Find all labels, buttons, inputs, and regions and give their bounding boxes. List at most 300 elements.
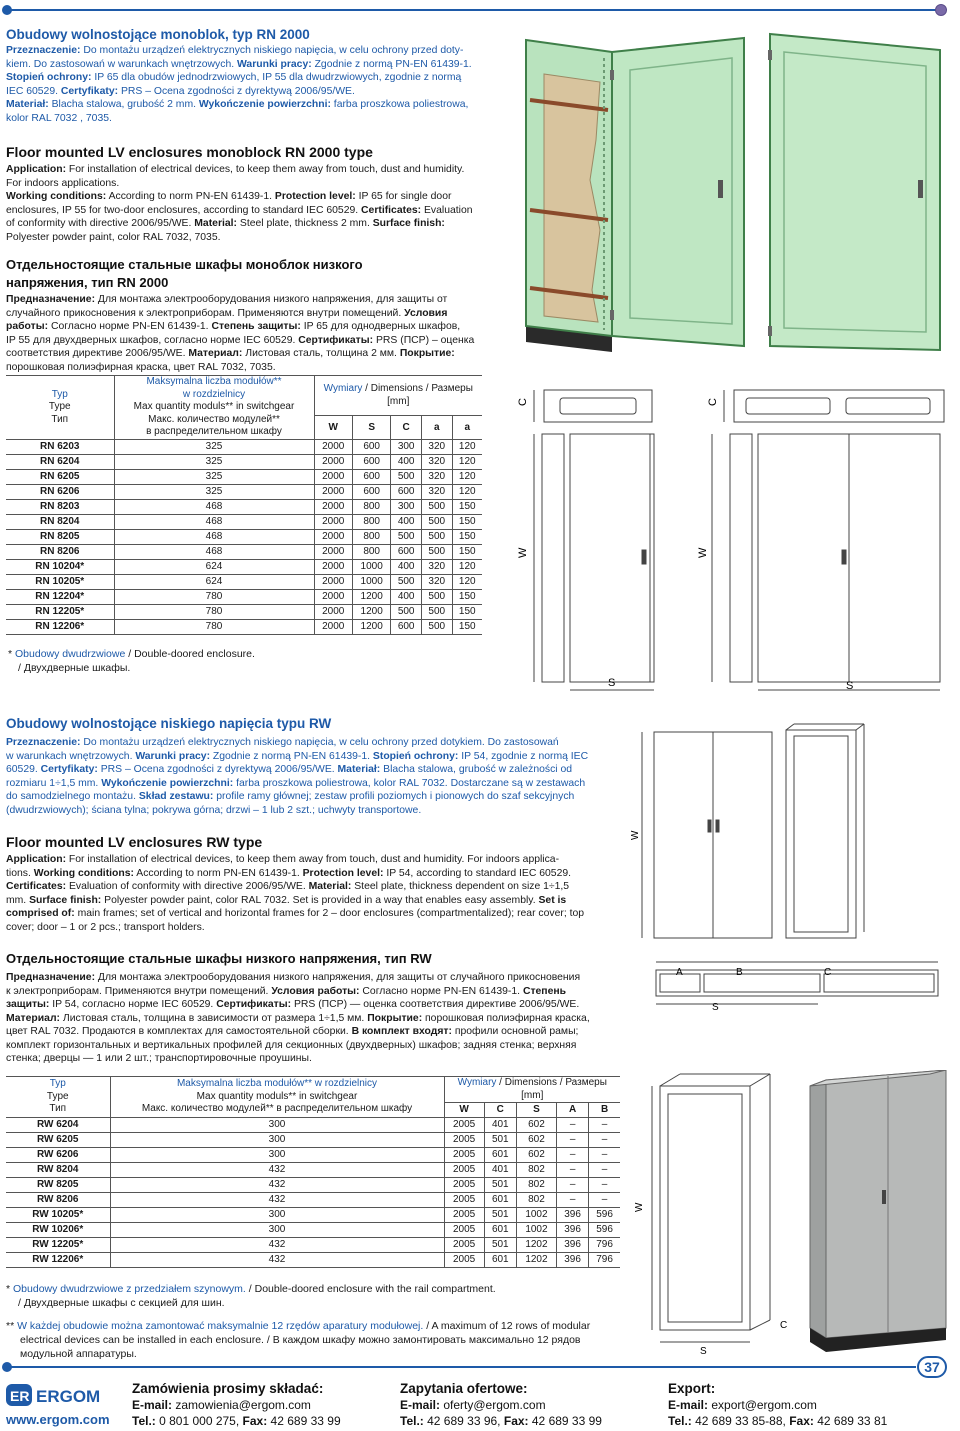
table-cell: 2000 [314,454,352,469]
table-cell: 600 [391,544,422,559]
rn-en-text: IP 65 for single door [355,191,452,203]
table-cell-code: RN 6203 [6,439,114,454]
rw-pl-text: rozmiaru 1÷1,5 mm. [6,777,102,789]
table-cell: 1000 [352,559,390,574]
rn-note-pl: Obudowy dwudrzwiowe [15,648,126,660]
table-cell: 320 [421,469,452,484]
table-row [6,1223,620,1238]
table-row [6,1208,620,1223]
table-cell: 800 [352,529,390,544]
table-row [6,514,482,529]
table-cell-code: RN 8205 [6,529,114,544]
table-cell: 2005 [444,1163,484,1178]
table-cell: 396 [557,1208,589,1223]
rw-col-b: B [589,1103,620,1118]
table-cell-code: RN 10205* [6,574,114,589]
rw-pl-text: Zgodnie z normą PN-EN 61439-1. [210,750,373,762]
rn-desc-pl [6,44,481,125]
rw-pl-text: 60529. [6,764,41,776]
table-row [6,454,482,469]
table-cell: 468 [114,544,314,559]
rw-note2-pl: W każdej obudowie można zamontować maksymalnie 12 rzędów aparatury modułowej. [17,1320,424,1332]
rw-en-label: comprised of: [6,908,75,920]
table-row [6,484,482,499]
rn-header-modules [114,376,314,440]
rn-dimension-drawing [512,382,958,700]
table-cell: 150 [452,544,482,559]
table-cell: 300 [391,439,422,454]
table-cell: 300 [391,499,422,514]
rn-desc-ru [6,293,481,374]
table-cell: 596 [589,1223,620,1238]
rw-table-body [6,1118,620,1268]
table-cell: 325 [114,484,314,499]
footer-offers [400,1380,602,1429]
rn-ru-label: Покрытие: [399,348,455,360]
rw-en-label: Certificates: [6,881,67,893]
table-cell-code: RN 12204* [6,589,114,604]
rw-en-text: mm. [6,894,30,906]
table-cell: 468 [114,529,314,544]
rw-ru-text: Листовая сталь, толщина в зависимости от размера 1÷1,5 мм. [60,1012,368,1024]
orders-tel: 0 801 000 275, [155,1413,243,1428]
table-cell: 400 [391,514,422,529]
table-cell: 150 [452,589,482,604]
rw-note1-ru: / Двухдверные шкафы с секцией для шин. [18,1296,225,1309]
table-cell: 624 [114,559,314,574]
table-cell: 320 [421,559,452,574]
rw-pl-text: (dwudrzwiowych); ściana tylna; pokrywa górna; drzwi – 1 lub 2 szt.; uchwyty transportowe. [6,804,422,816]
rw-header-type-en: Type [46,1090,69,1102]
rw-3d-label-s: S [700,1346,707,1356]
footer-orders [132,1380,341,1429]
rn-dim-label-s: S [608,677,616,689]
rn-col-w: W [314,416,352,439]
rn-en-label: Material: [194,218,237,230]
rw-note1-star: * [6,1283,11,1295]
rn-pl-label-protection: Stopień ochrony: [6,72,92,84]
table-cell: 150 [452,619,482,634]
table-cell: – [557,1178,589,1193]
orders-tel-label: Tel.: [132,1413,156,1428]
rn-note-en: / Double-doored enclosure. [125,648,255,660]
rn-dim-label-w: W [517,547,529,558]
offers-tel: 42 689 33 96, [423,1413,504,1428]
rn-en-text: For indoors applications. [6,177,120,189]
rn-table-body [6,439,482,634]
table-cell: 120 [452,454,482,469]
rn-header-dimensions [314,376,482,416]
rn-header-type [6,376,114,440]
rw-dim-label-b: B [736,967,743,978]
rn-header-modules-ru: Макс. количество модулей** [148,413,280,425]
table-cell: 120 [452,469,482,484]
table-cell: 320 [421,484,452,499]
rn-pl-text: Zgodnie z normą PN-EN 61439-1. [311,58,472,70]
rw-title-pl: Obudowy wolnostojące niskiego napięcia typu RW [6,716,332,731]
rn-pl-text: PRS – Ocena zgodności z dyrektywą 2006/95/WE. [118,85,355,97]
rw-desc-ru [6,971,624,1066]
rw-en-text: According to norm PN-EN 61439-1. [133,867,303,879]
table-cell: – [557,1163,589,1178]
rn-enclosure-illustration [522,30,954,355]
rn-pl-label-purpose: Przeznaczenie: [6,45,81,56]
rw-header-type-pl: Typ [49,1078,66,1090]
table-cell: 320 [421,454,452,469]
table-cell: 2005 [444,1253,484,1268]
table-cell: 602 [516,1148,556,1163]
rw-title-en: Floor mounted LV enclosures RW type [6,834,263,850]
rw-table-header [6,1077,620,1103]
table-cell: 400 [391,559,422,574]
rw-dim-label-a: A [676,967,683,978]
table-cell: 320 [421,574,452,589]
bottom-rule-dot [2,1362,12,1372]
table-cell: 401 [484,1118,516,1133]
offers-fax: 42 689 33 99 [528,1413,602,1428]
table-cell: 596 [589,1208,620,1223]
offers-email[interactable]: oferty@ergom.com [440,1397,546,1412]
rw-header-type [6,1077,110,1118]
table-cell: 150 [452,529,482,544]
table-row [6,604,482,619]
rw-pl-label: Przeznaczenie: [6,737,81,748]
page-number: 37 [917,1356,947,1378]
table-cell: 432 [110,1238,444,1253]
table-cell-code: RN 6206 [6,484,114,499]
table-cell-code: RN 8206 [6,544,114,559]
rn-ru-text: порошковая полиэфирная краска, цвет RAL 7032, 7035. [6,361,276,373]
table-cell: 2005 [444,1238,484,1253]
rw-ru-text: IP 54, согласно норме IEC 60529. [49,999,217,1011]
table-cell: 432 [110,1193,444,1208]
table-cell: 396 [557,1223,589,1238]
table-cell: 500 [421,514,452,529]
table-cell-code: RW 12205* [6,1238,110,1253]
top-rule-dot-left [2,5,12,15]
export-email[interactable]: export@ergom.com [708,1397,817,1412]
table-cell: 2000 [314,529,352,544]
table-cell: 120 [452,484,482,499]
table-cell: 468 [114,514,314,529]
table-cell: 501 [484,1238,516,1253]
rw-ru-label: Предназначение: [6,972,96,983]
rn-ru-label: Материал: [188,348,243,360]
table-cell: 800 [352,499,390,514]
rw-header-dim-en-ru: / Dimensions / Размеры [496,1077,607,1088]
table-cell: 2000 [314,514,352,529]
table-cell-code: RN 8204 [6,514,114,529]
rw-pl-label: Warunki pracy: [135,750,211,762]
table-cell: 2000 [314,439,352,454]
table-cell: 501 [484,1133,516,1148]
table-cell: 600 [352,454,390,469]
rn-ru-text: Для монтажа электрооборудования низкого напряжения, для защиты от [95,294,448,305]
table-row [6,1253,620,1268]
rw-note-1 [6,1283,626,1311]
table-cell: – [589,1118,620,1133]
table-cell-code: RW 8206 [6,1193,110,1208]
rw-pl-text: IP 54, zgodnie z normą IEC [458,750,589,762]
table-cell-code: RW 6206 [6,1148,110,1163]
rw-desc-en [6,853,624,934]
rn-en-text: Evaluation [421,204,473,216]
offers-tel-label: Tel.: [400,1413,424,1428]
rn-desc-en [6,163,481,244]
rw-ru-text: стенка; дверцы — 1 или 2 шт.; транспортировочные проушины. [6,1053,312,1065]
rn-ru-text: PRS (ПСР) – оценка [373,334,475,346]
rw-dim-label-c: C [824,967,832,978]
table-row [6,1148,620,1163]
top-rule [6,9,940,11]
rn-header-type-en: Type [48,401,71,412]
table-cell: 601 [484,1193,516,1208]
table-cell: 601 [484,1148,516,1163]
table-cell: 624 [114,574,314,589]
rw-note1-pl: Obudowy dwudrzwiowe z przedziałem szynowym. [13,1283,246,1295]
table-row [6,499,482,514]
orders-fax: 42 689 33 99 [267,1413,341,1428]
table-cell: 600 [352,469,390,484]
rn-header-modules-pl2: w rozdzielnicy [182,388,246,400]
rw-header-dim-pl: Wymiary [457,1077,497,1088]
rw-en-label: Surface finish: [29,894,102,906]
rn-header-dim-en-ru: / Dimensions / Размеры [362,383,473,395]
rw-note-2 [6,1320,626,1362]
rn-pl-label-conditions: Warunki pracy: [237,58,312,70]
table-cell: 2005 [444,1223,484,1238]
table-cell: 120 [452,439,482,454]
rw-en-text: For installation of electrical devices, to keep them away from touch, dust and humidity. For indoors applica- [66,854,560,865]
rw-dim-label-w: W [630,830,641,840]
table-cell-code: RW 6204 [6,1118,110,1133]
table-cell: 432 [110,1163,444,1178]
rw-col-c: C [484,1103,516,1118]
table-row [6,529,482,544]
rw-ru-text: профили основной рамы; [451,1026,579,1038]
table-cell: – [557,1193,589,1208]
table-cell: 500 [421,589,452,604]
table-cell: 400 [391,454,422,469]
rn-header-type-ru: Тип [51,413,69,425]
rn-dim-label-c: C [517,398,529,406]
table-cell: – [557,1118,589,1133]
orders-fax-label: Fax: [242,1413,268,1428]
table-cell: 300 [110,1148,444,1163]
table-row [6,619,482,634]
table-cell: 300 [110,1133,444,1148]
table-cell: 432 [110,1178,444,1193]
table-cell: 2005 [444,1193,484,1208]
rw-en-label: Set is [538,894,567,906]
rn-header-modules-pl: Maksymalna liczba modułów** [146,376,282,387]
export-tel: 42 689 33 85-88, [691,1413,790,1428]
table-cell: 1202 [516,1238,556,1253]
rw-col-a: A [557,1103,589,1118]
table-row [6,1238,620,1253]
rw-note2-en: / A maximum of 12 rows of modular [423,1320,591,1332]
table-cell: 150 [452,514,482,529]
rn-ru-text: Согласно норме PN-EN 61439-1. [48,321,212,333]
table-cell: 600 [391,619,422,634]
export-email-label: E-mail: [668,1397,709,1412]
table-cell: 501 [484,1178,516,1193]
rw-pl-text: Do montażu urządzeń elektrycznych niskiego napięcia, w celu ochrony przed dotykiem. Do zastosowań [80,737,559,748]
rn-note [8,648,255,676]
rn-title-en: Floor mounted LV enclosures monoblock RN 2000 type [6,144,373,160]
rw-3d-label-w: W [634,1202,645,1212]
rn-ru-text: IP 55 для двухдверных шкафов, согласно норме IEC 60529. [6,334,299,346]
table-cell: 120 [452,559,482,574]
website-link[interactable]: www.ergom.com [6,1412,110,1427]
table-cell: 2000 [314,604,352,619]
rn-en-text: According to norm PN-EN 61439-1. [106,191,275,203]
rn-header-modules-en: Max quantity moduls** in switchgear [133,401,295,412]
offers-title: Zapytania ofertowe: [400,1381,528,1396]
table-cell: – [589,1163,620,1178]
rn-pl-label-cert: Certyfikaty: [60,85,119,97]
table-row [6,574,482,589]
rn-spec-table [6,375,482,635]
table-cell: 601 [484,1253,516,1268]
rw-ru-text: комплект горизонтальных и вертикальных профилей для секционных (двухдверных) шкафов; задняя стенка; верхняя [6,1039,577,1051]
table-cell: 800 [352,544,390,559]
table-cell: 800 [352,514,390,529]
rw-pl-label: Stopień ochrony: [372,750,459,762]
rn-title-ru-line: Отдельностоящие стальные шкафы моноблок низкого [6,257,363,272]
rn-note-star: * [8,648,13,660]
rw-enclosure-illustration [630,1070,958,1356]
table-cell: 1200 [352,589,390,604]
svg-text:ER: ER [10,1388,30,1404]
rw-desc-pl [6,736,624,817]
table-cell-code: RN 6204 [6,454,114,469]
top-rule-dot-right [935,4,947,16]
rw-ru-text: порошковая полиэфирная краска, [422,1012,590,1024]
rn-en-text: Steel plate, thickness 2 mm. [237,218,373,230]
rw-ru-text: Для монтажа электрооборудования низкого напряжения, для защиты от случайного прикосновения [95,972,581,983]
table-row [6,589,482,604]
table-row [6,1178,620,1193]
table-cell: 500 [391,529,422,544]
table-cell: 1002 [516,1208,556,1223]
logo-text: ERGOM [36,1387,101,1406]
table-cell: 396 [557,1253,589,1268]
table-row [6,469,482,484]
table-cell: 1000 [352,574,390,589]
table-cell: 501 [484,1208,516,1223]
table-cell: 325 [114,439,314,454]
orders-email[interactable]: zamowienia@ergom.com [172,1397,311,1412]
table-cell: 320 [421,439,452,454]
table-cell-code: RN 6205 [6,469,114,484]
table-cell: – [589,1133,620,1148]
rw-en-text: main frames; set of vertical and horizontal frames for 2 – door enclosures (compartmentalized); rear cover; top [74,908,585,920]
rw-ru-label: защиты: [6,999,50,1011]
rn-table-header [6,376,482,416]
table-cell: 796 [589,1253,620,1268]
rn-title-ru-line: напряжения, тип RN 2000 [6,274,169,290]
table-cell: 1002 [516,1223,556,1238]
table-cell-code: RN 12206* [6,619,114,634]
rn-ru-label: работы: [6,321,49,333]
rn-col-a2: a [452,416,482,439]
rn-ru-label: Степень защиты: [211,321,301,333]
rw-spec-table [6,1076,620,1268]
table-row [6,1193,620,1208]
rn-dim-label-s2: S [846,680,854,692]
rn-dim-label-c2: C [707,398,719,406]
rn-en-label: Certificates: [361,204,422,216]
table-cell: 1200 [352,619,390,634]
rw-pl-label: Skład zestawu: [138,791,214,803]
table-cell: 325 [114,454,314,469]
table-cell: 325 [114,469,314,484]
table-cell-code: RN 8203 [6,499,114,514]
table-row [6,1163,620,1178]
rn-header-modules-ru2: в распределительном шкафу [146,426,282,437]
rw-header-modules [110,1077,444,1118]
rn-en-label: Application: [6,164,67,175]
table-cell: – [589,1148,620,1163]
rw-en-text: tions. [6,867,34,879]
table-cell-code: RW 10206* [6,1223,110,1238]
table-cell: – [589,1193,620,1208]
rn-pl-label-material: Materiał: [6,99,49,111]
rn-en-text: For installation of electrical devices, to keep them away from touch, dust and humidity. [66,164,465,175]
rw-note2-star: ** [6,1320,15,1332]
rn-en-label: Working conditions: [6,191,107,203]
rw-ru-label: Покрытие: [367,1012,423,1024]
table-row [6,439,482,454]
table-cell: 500 [421,499,452,514]
table-cell: 2000 [314,589,352,604]
orders-title: Zamówienia prosimy składać: [132,1381,324,1396]
table-cell: 300 [110,1118,444,1133]
rn-ru-label: Условия [404,307,448,319]
table-cell: 602 [516,1118,556,1133]
table-cell: 2005 [444,1208,484,1223]
offers-email-label: E-mail: [400,1397,441,1412]
rw-en-text: Steel plate, thickness dependent on size 1÷1,5 [351,881,570,893]
rn-note-ru: / Двухдверные шкафы. [18,661,131,674]
rw-header-dim-unit: [mm] [521,1089,544,1101]
rw-ru-label: Условия работы: [271,985,360,997]
table-cell: 2000 [314,469,352,484]
table-row [6,1133,620,1148]
rw-note1-en: / Double-doored enclosure with the rail compartment. [245,1283,496,1295]
rw-3d-label-c: C [780,1320,788,1331]
rw-en-label: Working conditions: [33,867,134,879]
rw-en-label: Application: [6,854,67,865]
rw-pl-text: farba proszkowa poliestrowa, kolor RAL 7032. Dostarczane są w zestawach [233,777,586,789]
export-fax: 42 689 33 81 [813,1413,888,1428]
table-cell: 432 [110,1253,444,1268]
rn-header-type-pl: Typ [51,388,68,400]
rn-ru-text: Листовая сталь, толщина 2 мм. [242,348,400,360]
rn-title-pl: Obudowy wolnostojące monoblok, typ RN 2000 [6,27,310,42]
rw-note2-line2: electrical devices can be installed in each enclosure. / В каждом шкафу можно замонтировать максимально 12 рядов [20,1333,581,1346]
table-cell: 802 [516,1178,556,1193]
table-cell: 601 [484,1223,516,1238]
rn-ru-label: Сертификаты: [298,334,374,346]
table-cell-code: RN 12205* [6,604,114,619]
rw-pl-label: Materiał: [337,764,381,776]
rw-en-label: Protection level: [302,867,384,879]
table-cell: 600 [352,484,390,499]
table-cell: 1202 [516,1253,556,1268]
rn-header-dim-unit: [mm] [387,395,410,407]
